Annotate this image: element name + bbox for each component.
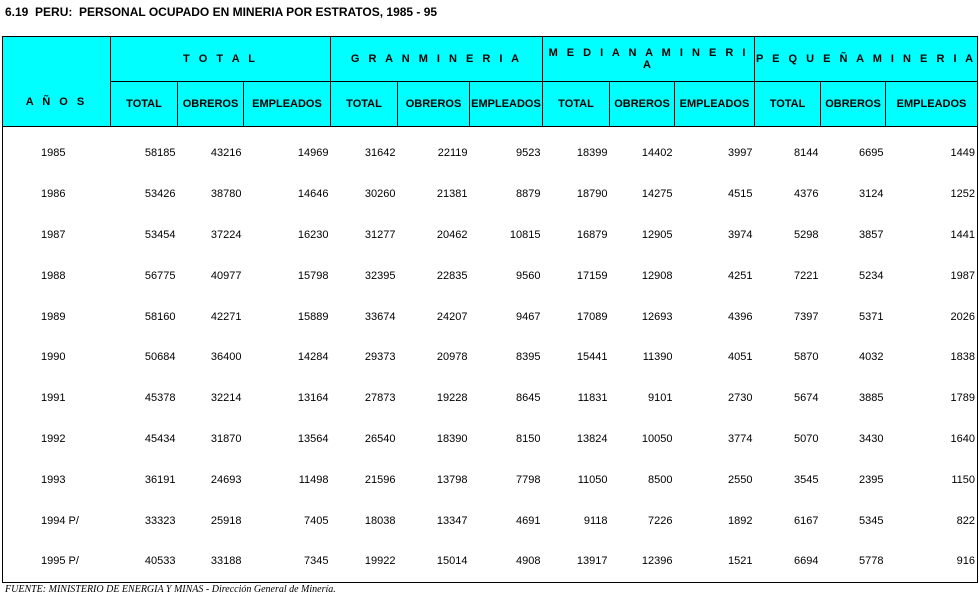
group-header-mediana: M E D I A N A M I N E R I A	[543, 37, 755, 82]
value-cell: 1838	[950, 351, 976, 364]
table-row	[3, 378, 978, 419]
value-cell: 2395	[859, 473, 884, 486]
value-cell: 17089	[576, 310, 608, 323]
column-header: EMPLEADOS	[886, 82, 978, 127]
table-row	[3, 541, 978, 582]
value-cell: 8150	[516, 432, 541, 445]
value-cell: 16879	[576, 228, 608, 241]
column-header: TOTAL	[331, 82, 398, 127]
table-row	[3, 215, 978, 256]
value-cell: 1789	[950, 392, 976, 405]
value-cell: 36191	[144, 473, 176, 486]
value-cell: 7221	[794, 269, 819, 282]
value-cell: 3997	[728, 147, 753, 160]
value-cell: 15798	[297, 269, 329, 282]
year-cell: 1994 P/	[41, 514, 79, 527]
value-cell: 6695	[859, 147, 884, 160]
years-header: A Ñ O S	[3, 37, 111, 127]
table-row	[3, 255, 978, 296]
value-cell: 5870	[794, 351, 819, 364]
value-cell: 11390	[642, 351, 673, 364]
year-cell: 1989	[41, 310, 66, 323]
value-cell: 1150	[951, 473, 976, 486]
value-cell: 14275	[641, 188, 673, 201]
page-title: 6.19 PERU: PERSONAL OCUPADO EN MINERIA POR ESTRATOS, 1985 - 95	[5, 5, 438, 19]
value-cell: 4032	[859, 351, 884, 364]
value-cell: 9560	[516, 269, 541, 282]
table-row	[3, 174, 978, 215]
value-cell: 3430	[859, 432, 884, 445]
value-cell: 24693	[210, 473, 242, 486]
value-cell: 5070	[794, 432, 819, 445]
value-cell: 15889	[297, 310, 329, 323]
value-cell: 45434	[144, 432, 176, 445]
column-header: EMPLEADOS	[675, 82, 755, 127]
value-cell: 43216	[210, 147, 242, 160]
value-cell: 22119	[437, 147, 468, 160]
table-row	[3, 296, 978, 337]
value-cell: 26540	[364, 432, 396, 445]
value-cell: 14402	[641, 147, 673, 160]
year-cell: 1993	[41, 473, 66, 486]
group-header-gran: G R A N M I N E R I A	[331, 37, 543, 82]
value-cell: 916	[956, 555, 976, 568]
column-header: OBREROS	[398, 82, 470, 127]
year-cell: 1990	[41, 351, 66, 364]
value-cell: 38780	[210, 188, 242, 201]
column-header: EMPLEADOS	[470, 82, 543, 127]
column-header: TOTAL	[111, 82, 178, 127]
value-cell: 5345	[859, 514, 884, 527]
value-cell: 20978	[436, 351, 468, 364]
year-cell: 1986	[41, 188, 66, 201]
value-cell: 33674	[364, 310, 396, 323]
value-cell: 19922	[364, 555, 396, 568]
value-cell: 4251	[728, 269, 753, 282]
year-cell: 1991	[41, 392, 66, 405]
year-cell: 1985	[41, 147, 66, 160]
value-cell: 14646	[297, 188, 329, 201]
value-cell: 17159	[576, 269, 608, 282]
value-cell: 10815	[509, 228, 541, 241]
value-cell: 58160	[144, 310, 176, 323]
year-cell: 1988	[41, 269, 66, 282]
value-cell: 8395	[516, 351, 541, 364]
year-cell: 1992	[41, 432, 66, 445]
value-cell: 5778	[859, 555, 884, 568]
column-header: TOTAL	[755, 82, 821, 127]
value-cell: 40977	[210, 269, 242, 282]
value-cell: 14284	[297, 351, 329, 364]
value-cell: 13798	[436, 473, 468, 486]
value-cell: 1449	[950, 147, 976, 160]
value-cell: 13164	[297, 392, 329, 405]
value-cell: 8500	[648, 473, 673, 486]
column-header: OBREROS	[178, 82, 244, 127]
value-cell: 31870	[210, 432, 242, 445]
value-cell: 42271	[210, 310, 242, 323]
value-cell: 12905	[641, 228, 673, 241]
value-cell: 56775	[144, 269, 176, 282]
value-cell: 25918	[210, 514, 242, 527]
value-cell: 36400	[210, 351, 242, 364]
table-row	[3, 459, 978, 500]
value-cell: 53426	[144, 188, 176, 201]
value-cell: 19228	[436, 392, 468, 405]
value-cell: 40533	[144, 555, 176, 568]
value-cell: 21381	[436, 188, 468, 201]
value-cell: 27873	[364, 392, 396, 405]
value-cell: 18390	[436, 432, 468, 445]
value-cell: 4908	[516, 555, 541, 568]
group-header-pequena: P E Q U E Ñ A M I N E R I A	[755, 37, 978, 82]
value-cell: 13564	[297, 432, 329, 445]
value-cell: 1640	[950, 432, 976, 445]
value-cell: 13347	[436, 514, 468, 527]
value-cell: 24207	[436, 310, 468, 323]
value-cell: 18790	[576, 188, 608, 201]
table-body	[3, 127, 978, 583]
value-cell: 2550	[728, 473, 753, 486]
value-cell: 4376	[794, 188, 819, 201]
value-cell: 58185	[144, 147, 176, 160]
value-cell: 4396	[728, 310, 753, 323]
value-cell: 7405	[304, 514, 329, 527]
year-cell: 1995 P/	[41, 555, 79, 568]
value-cell: 1987	[950, 269, 976, 282]
value-cell: 5298	[794, 228, 819, 241]
value-cell: 53454	[144, 228, 176, 241]
table-row	[3, 337, 978, 378]
value-cell: 8144	[794, 147, 819, 160]
value-cell: 9523	[516, 147, 541, 160]
value-cell: 20462	[436, 228, 468, 241]
year-cell: 1987	[41, 228, 66, 241]
value-cell: 6167	[794, 514, 819, 527]
value-cell: 3857	[859, 228, 884, 241]
value-cell: 15014	[436, 555, 468, 568]
value-cell: 9118	[583, 514, 608, 527]
value-cell: 32214	[210, 392, 242, 405]
value-cell: 21596	[364, 473, 396, 486]
value-cell: 5371	[859, 310, 884, 323]
value-cell: 7226	[648, 514, 673, 527]
value-cell: 9467	[516, 310, 541, 323]
value-cell: 13917	[576, 555, 608, 568]
value-cell: 4691	[516, 514, 541, 527]
value-cell: 10050	[641, 432, 673, 445]
value-cell: 13824	[576, 432, 608, 445]
value-cell: 822	[956, 514, 976, 527]
value-cell: 31277	[364, 228, 396, 241]
value-cell: 3974	[728, 228, 753, 241]
table-row	[3, 127, 978, 174]
value-cell: 30260	[364, 188, 396, 201]
value-cell: 8645	[516, 392, 541, 405]
column-header: OBREROS	[610, 82, 675, 127]
value-cell: 1252	[950, 188, 976, 201]
value-cell: 3124	[859, 188, 884, 201]
value-cell: 12908	[641, 269, 673, 282]
value-cell: 4515	[728, 188, 753, 201]
value-cell: 11498	[298, 473, 329, 486]
value-cell: 15441	[576, 351, 608, 364]
value-cell: 50684	[144, 351, 176, 364]
value-cell: 1892	[728, 514, 753, 527]
value-cell: 3774	[728, 432, 753, 445]
employment-table	[2, 36, 978, 583]
value-cell: 7397	[794, 310, 819, 323]
value-cell: 33323	[144, 514, 176, 527]
value-cell: 1521	[728, 555, 753, 568]
column-header: OBREROS	[821, 82, 886, 127]
value-cell: 11831	[577, 392, 608, 405]
table-row	[3, 500, 978, 541]
value-cell: 22835	[436, 269, 468, 282]
column-header: TOTAL	[543, 82, 610, 127]
value-cell: 31642	[364, 147, 396, 160]
value-cell: 8879	[516, 188, 541, 201]
group-header-total: T O T A L	[111, 37, 331, 82]
value-cell: 9101	[648, 392, 673, 405]
value-cell: 45378	[144, 392, 176, 405]
value-cell: 2730	[728, 392, 753, 405]
value-cell: 4051	[728, 351, 753, 364]
value-cell: 1441	[950, 228, 976, 241]
value-cell: 37224	[210, 228, 242, 241]
value-cell: 18038	[364, 514, 396, 527]
value-cell: 7798	[516, 473, 541, 486]
value-cell: 11050	[577, 473, 608, 486]
value-cell: 7345	[304, 555, 329, 568]
table-row	[3, 419, 978, 460]
value-cell: 12396	[641, 555, 673, 568]
value-cell: 18399	[576, 147, 608, 160]
value-cell: 3885	[859, 392, 884, 405]
value-cell: 6694	[794, 555, 819, 568]
value-cell: 16230	[297, 228, 329, 241]
value-cell: 12693	[641, 310, 673, 323]
value-cell: 5234	[859, 269, 884, 282]
value-cell: 5674	[794, 392, 819, 405]
value-cell: 3545	[794, 473, 819, 486]
column-header: EMPLEADOS	[244, 82, 331, 127]
value-cell: 32395	[364, 269, 396, 282]
value-cell: 29373	[364, 351, 396, 364]
value-cell: 2026	[950, 310, 976, 323]
value-cell: 33188	[210, 555, 242, 568]
value-cell: 14969	[297, 147, 329, 160]
source-note: FUENTE: MINISTERIO DE ENERGIA Y MINAS - Dirección General de Minería.	[5, 584, 336, 595]
